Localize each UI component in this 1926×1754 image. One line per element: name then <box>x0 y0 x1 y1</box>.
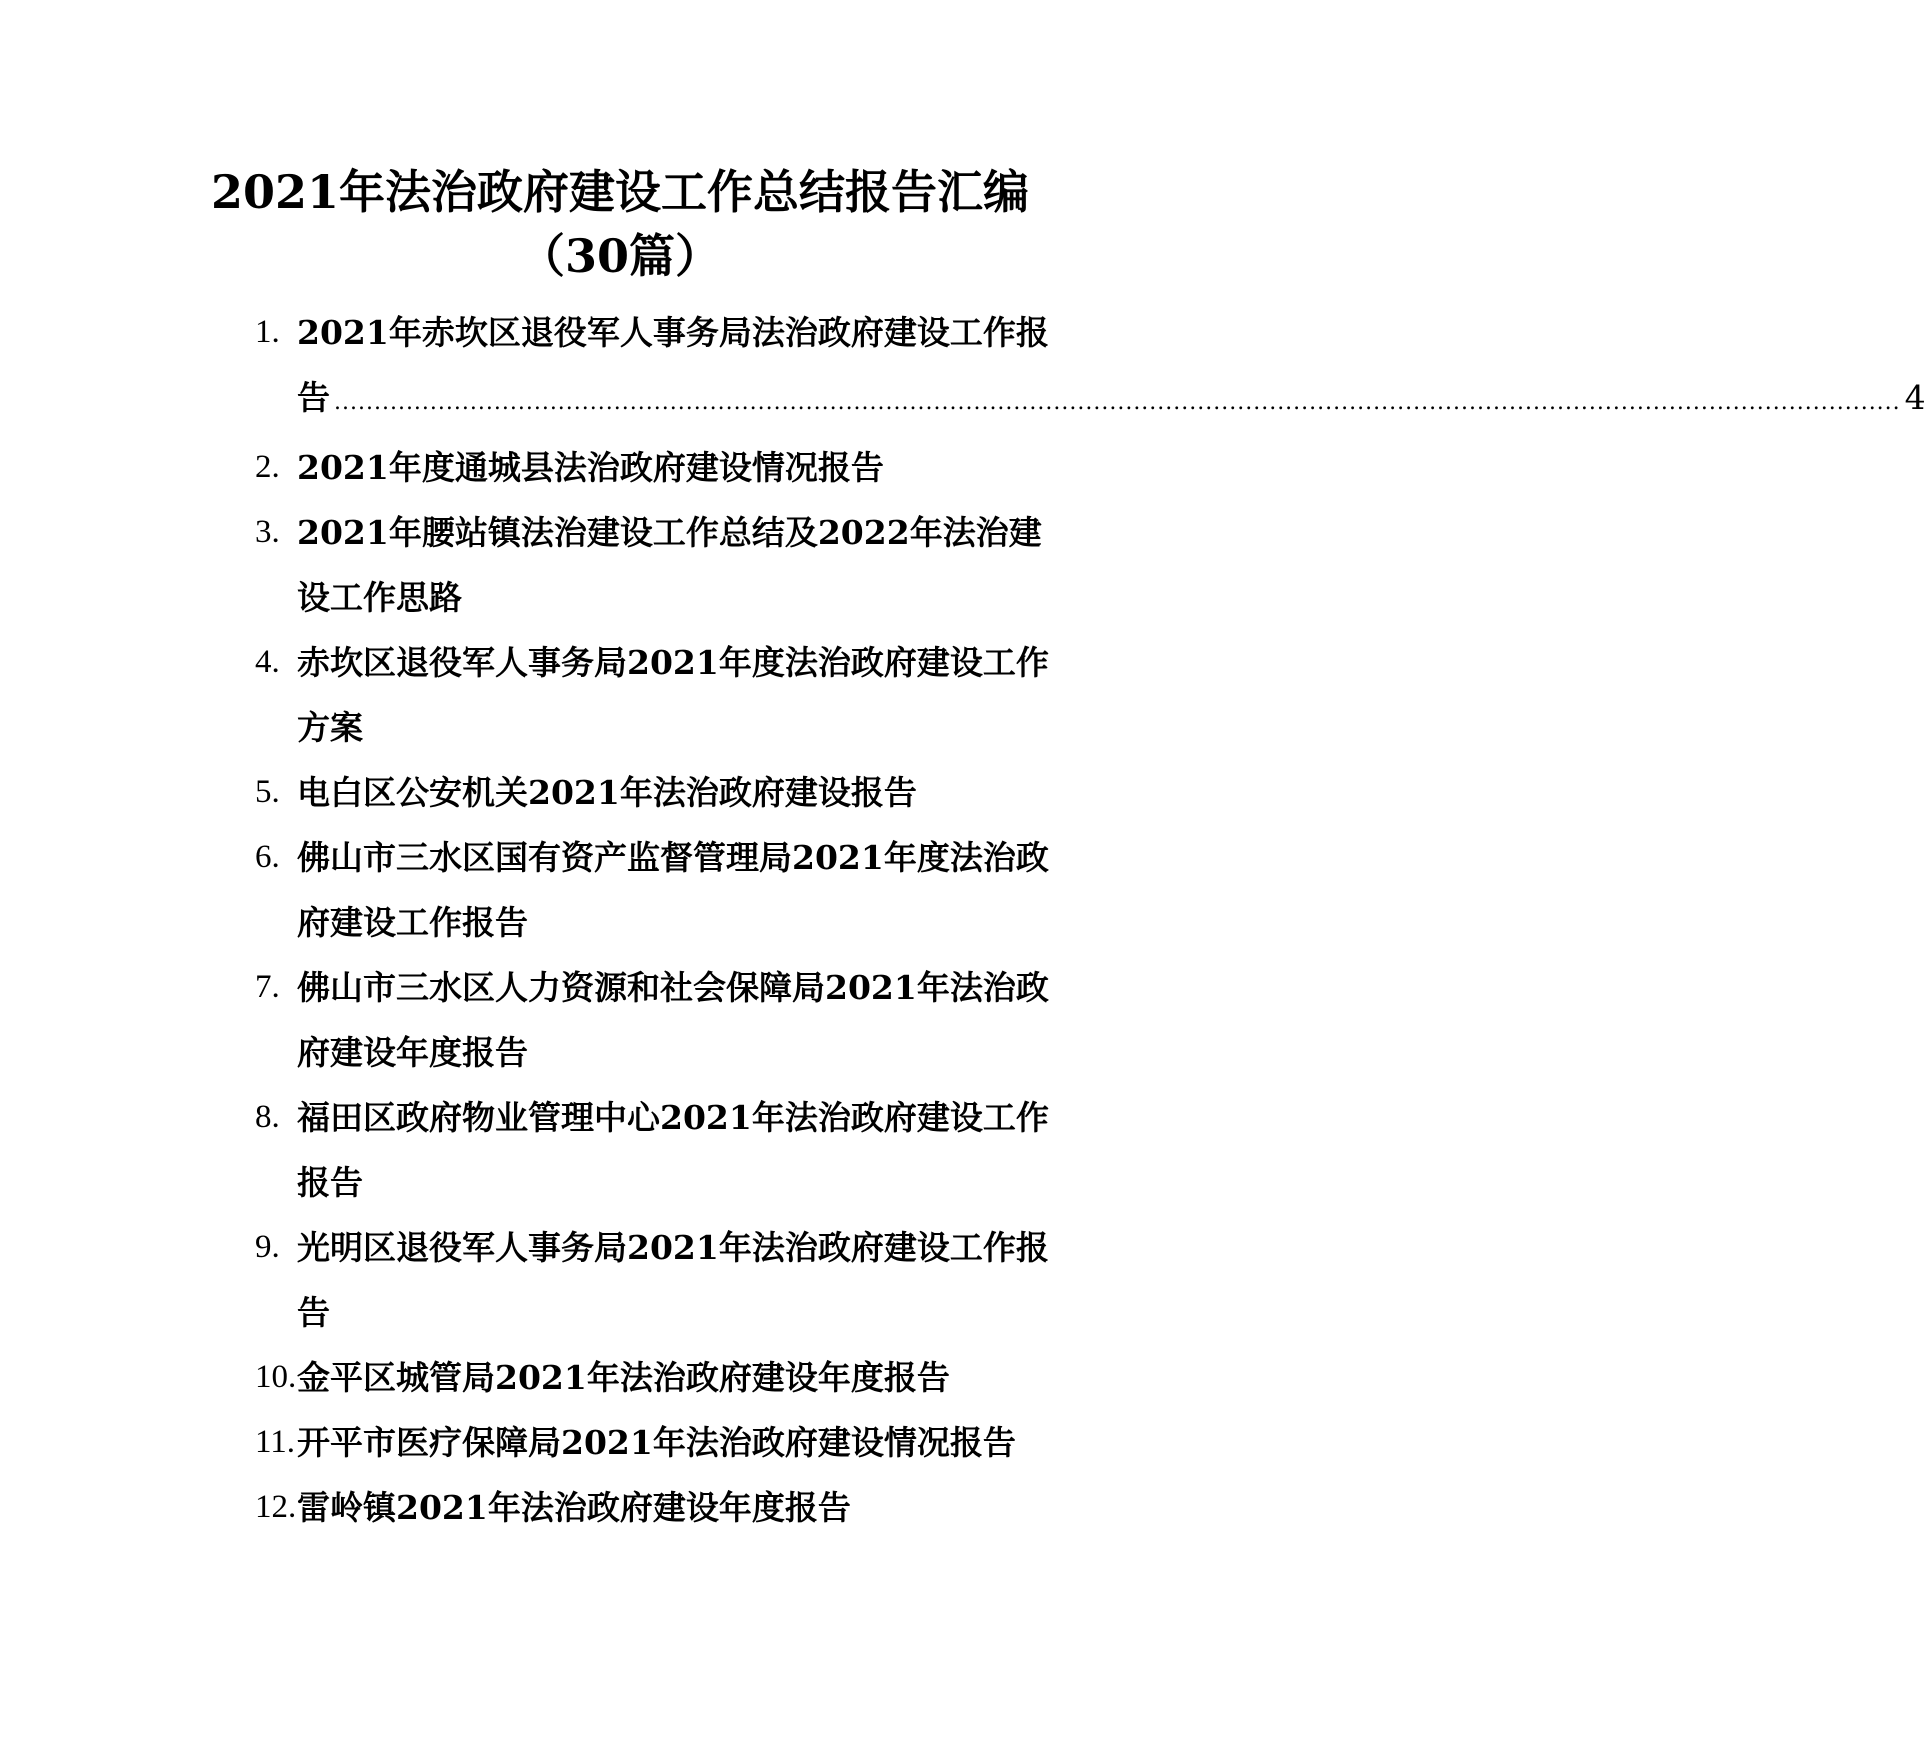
toc-entry-8[interactable] <box>255 1085 1055 1215</box>
toc-entry-number: 12. <box>255 1489 297 1525</box>
toc-entry-1[interactable] <box>255 300 1926 435</box>
toc-page-number[interactable]: 4 <box>1904 378 1926 417</box>
toc-entry-7[interactable] <box>255 955 1055 1085</box>
toc-entry-number: 1. <box>255 314 280 350</box>
toc-entry-number: 5. <box>255 774 280 810</box>
toc-entry-12[interactable] <box>255 1475 1055 1540</box>
toc-entry-title[interactable]: 赤坎区退役军人事务局2021年度法治政府建设工作方案 <box>297 643 1049 747</box>
toc-entry-4[interactable] <box>255 630 1055 760</box>
toc-entry-title[interactable]: 电白区公安机关2021年法治政府建设报告 <box>297 773 917 812</box>
toc-entry-number: 7. <box>255 969 280 1005</box>
toc-entry-number: 2. <box>255 449 280 485</box>
toc-entry-title[interactable]: 佛山市三水区国有资产监督管理局2021年度法治政府建设工作报告 <box>297 838 1049 942</box>
toc-entry-11[interactable] <box>255 1410 1055 1475</box>
document-title: 2021年法治政府建设工作总结报告汇编（30篇） <box>210 165 1030 283</box>
toc-entry-number: 4. <box>255 644 280 680</box>
toc-entry-title[interactable]: 福田区政府物业管理中心2021年法治政府建设工作报告 <box>297 1098 1049 1202</box>
table-of-contents <box>255 300 1926 1540</box>
toc-entry-number: 9. <box>255 1229 280 1265</box>
toc-entry-5[interactable] <box>255 760 1055 825</box>
toc-entry-9[interactable] <box>255 1215 1055 1345</box>
toc-entry-leader-row <box>297 365 1926 435</box>
toc-entry-10[interactable] <box>255 1345 1055 1410</box>
toc-entry-2[interactable] <box>255 435 1055 500</box>
toc-entry-6[interactable] <box>255 825 1055 955</box>
toc-entry-title[interactable]: 开平市医疗保障局2021年法治政府建设情况报告 <box>297 1423 1016 1462</box>
toc-entry-number: 10. <box>255 1359 297 1395</box>
toc-entry-title-continued[interactable]: 告 <box>297 378 330 417</box>
toc-entry-title[interactable]: 佛山市三水区人力资源和社会保障局2021年法治政府建设年度报告 <box>297 968 1049 1072</box>
toc-entry-title[interactable]: 雷岭镇2021年法治政府建设年度报告 <box>297 1488 851 1527</box>
leader-dots: .................................................................................................................................................................................................... <box>334 390 1901 415</box>
toc-entry-number: 8. <box>255 1099 280 1135</box>
toc-entry-3[interactable] <box>255 500 1055 630</box>
toc-entry-title[interactable]: 2021年赤坎区退役军人事务局法治政府建设工作报 <box>297 313 1049 352</box>
toc-entry-title[interactable]: 光明区退役军人事务局2021年法治政府建设工作报告 <box>297 1228 1049 1332</box>
toc-entry-number: 11. <box>255 1424 296 1460</box>
toc-entry-title[interactable]: 2021年度通城县法治政府建设情况报告 <box>297 448 884 487</box>
toc-entry-title[interactable]: 2021年腰站镇法治建设工作总结及2022年法治建设工作思路 <box>297 513 1042 617</box>
toc-entry-title[interactable]: 金平区城管局2021年法治政府建设年度报告 <box>297 1358 950 1397</box>
toc-entry-number: 6. <box>255 839 280 875</box>
toc-entry-number: 3. <box>255 514 280 550</box>
